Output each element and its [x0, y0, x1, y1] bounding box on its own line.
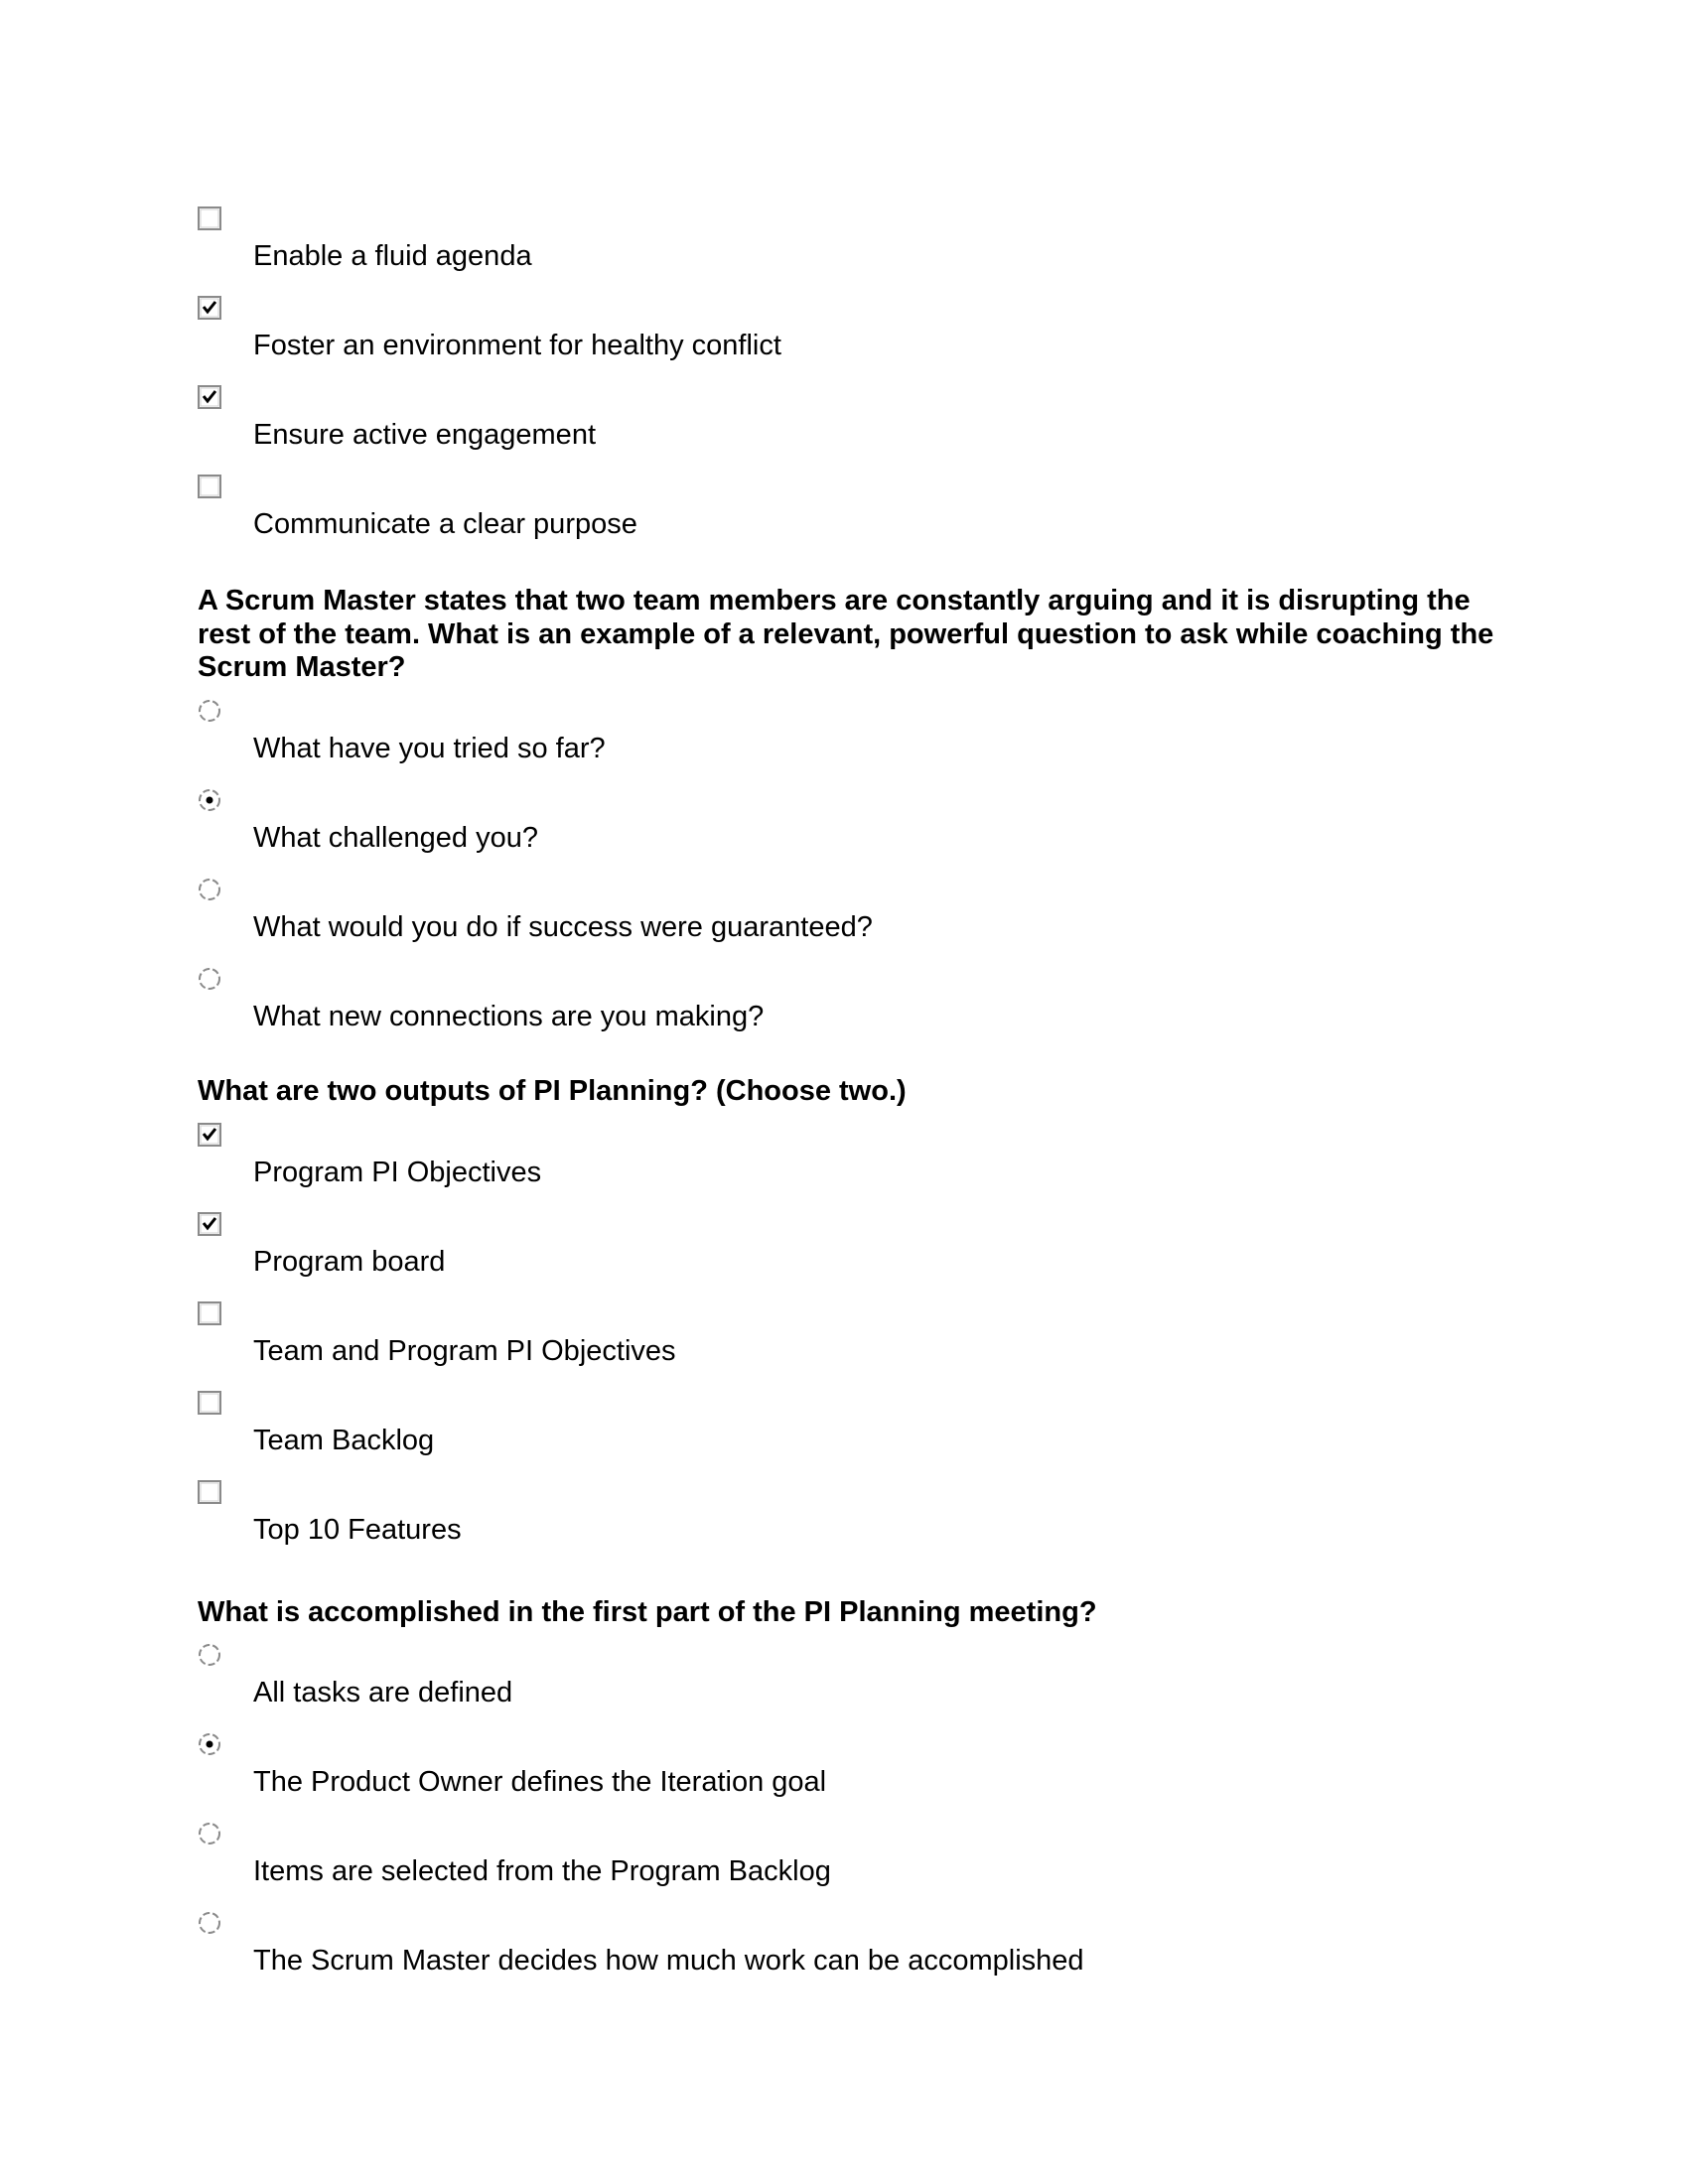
- radio-selected[interactable]: [198, 1732, 223, 1758]
- option-label: Foster an environment for healthy conflict: [253, 330, 781, 361]
- radio-unselected[interactable]: [198, 1822, 223, 1847]
- checkbox-checked[interactable]: [198, 1123, 223, 1149]
- option-label: Team and Program PI Objectives: [253, 1335, 676, 1367]
- option-label: What have you tried so far?: [253, 733, 606, 764]
- checkbox-checked[interactable]: [198, 1212, 223, 1238]
- checkbox-unchecked[interactable]: [198, 475, 223, 500]
- option-label: What new connections are you making?: [253, 1001, 765, 1032]
- option-label: Program board: [253, 1246, 446, 1278]
- option-label: Items are selected from the Program Backlog: [253, 1855, 831, 1887]
- option-label: What would you do if success were guaranteed?: [253, 911, 873, 943]
- radio-selected[interactable]: [198, 788, 223, 814]
- option-label: Program PI Objectives: [253, 1157, 542, 1188]
- radio-unselected[interactable]: [198, 699, 223, 725]
- option-label: Enable a fluid agenda: [253, 240, 532, 272]
- checkbox-unchecked[interactable]: [198, 206, 223, 232]
- checkbox-unchecked[interactable]: [198, 1301, 223, 1327]
- option-label: Top 10 Features: [253, 1514, 462, 1546]
- checkbox-checked[interactable]: [198, 296, 223, 322]
- question-3-text: What are two outputs of PI Planning? (Choose two.): [198, 1075, 907, 1107]
- question-2-text: A Scrum Master states that two team members are constantly arguing and it is disrupting the rest of the team. What is an example of a relevant, powerful question to ask while coaching the Scrum Master?: [198, 585, 1494, 683]
- option-label: The Scrum Master decides how much work can be accomplished: [253, 1945, 1084, 1977]
- checkbox-unchecked[interactable]: [198, 1480, 223, 1506]
- question-4-text: What is accomplished in the first part of the PI Planning meeting?: [198, 1596, 1097, 1628]
- radio-unselected[interactable]: [198, 878, 223, 903]
- option-label: All tasks are defined: [253, 1677, 513, 1708]
- option-label: The Product Owner defines the Iteration goal: [253, 1766, 827, 1798]
- radio-unselected[interactable]: [198, 967, 223, 993]
- option-label: What challenged you?: [253, 822, 538, 854]
- option-label: Communicate a clear purpose: [253, 508, 637, 540]
- radio-unselected[interactable]: [198, 1643, 223, 1669]
- option-label: Ensure active engagement: [253, 419, 596, 451]
- checkbox-checked[interactable]: [198, 385, 223, 411]
- option-label: Team Backlog: [253, 1425, 435, 1456]
- checkbox-unchecked[interactable]: [198, 1391, 223, 1417]
- radio-unselected[interactable]: [198, 1911, 223, 1937]
